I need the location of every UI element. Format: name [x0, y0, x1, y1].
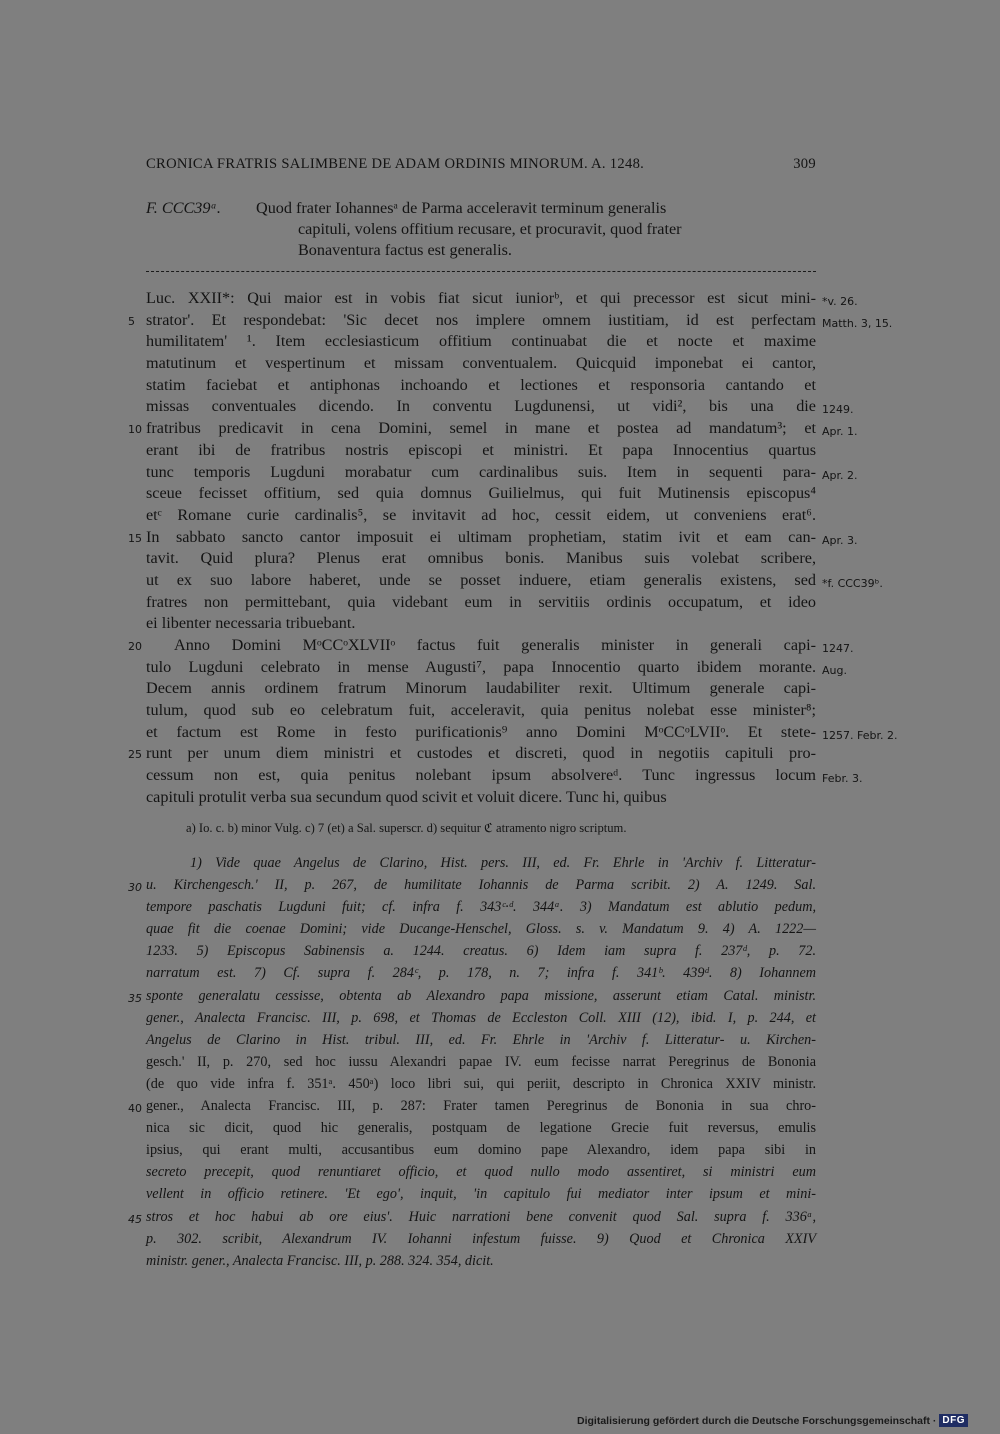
text-line [146, 331, 816, 353]
text-line [146, 570, 883, 592]
folio-reference: F. CCC39ᵃ. [146, 199, 221, 217]
chapter-title-line: Quod frater Iohannesᵃ de Parma acceleravit terminum generalis [256, 199, 667, 217]
line-text: erant ibi de fratribus nostris episcopi et ministri. Et papa Innocentius quartus [146, 440, 816, 459]
text-line [146, 613, 816, 635]
text-line [128, 310, 893, 332]
footnote-text: stros et hoc habui ab ore eius'. Huic narrationi bene convenit quod Sal. supra f. 336ᵃ, [146, 1208, 816, 1225]
text-line [146, 396, 854, 418]
footnote-line [146, 1161, 816, 1183]
footnote-text: p. 302. scribit, Alexandrum IV. Iohanni infestum fuisse. 9) Quod et Chronica XXIV [146, 1230, 816, 1247]
margin-note: Apr. 2. [822, 468, 858, 482]
line-text: etᶜ Romane curie cardinalis⁵, se invitavit ad hoc, cessit eidem, ut conveniens erat⁶. [146, 505, 816, 524]
chapter-heading [146, 198, 816, 261]
footnote-text: u. Kirchengesch.' II, p. 267, de humilitate Iohannis de Parma scribit. 2) A. 1249. Sal. [146, 877, 816, 894]
text-line [146, 375, 816, 397]
line-number: 5 [128, 314, 135, 328]
footnote-line [128, 1206, 816, 1228]
text-line [128, 635, 854, 657]
line-text: cessum non est, quia penitus nolebant ipsum absolvereᵈ. Tunc ingressus locum [146, 766, 816, 785]
line-number: 15 [128, 531, 142, 545]
footnote-line [146, 1139, 816, 1161]
text-line [146, 722, 898, 744]
footnote-line [128, 874, 816, 896]
footnote-line [146, 1029, 816, 1051]
text-line [146, 700, 816, 722]
text-line [146, 462, 858, 484]
footnote-text: 1233. 5) Episcopus Sabinensis a. 1244. creatus. 6) Idem iam supra f. 237ᵈ, p. 72. [146, 943, 816, 960]
line-text: runt per unum diem ministri et custodes et discreti, quod in negotiis capituli pro- [146, 744, 816, 763]
text-line [146, 548, 816, 570]
text-line [146, 787, 816, 809]
funding-credit [577, 1414, 968, 1427]
line-number: 45 [128, 1212, 142, 1226]
footnote-line [146, 1117, 816, 1139]
text-line [146, 353, 816, 375]
text-line [128, 743, 816, 765]
footnote-text: gener., Analecta Francisc. III, p. 287: Frater tamen Peregrinus de Bononia in sua chro- [146, 1098, 816, 1115]
running-head [146, 156, 816, 173]
footnote-line [146, 1051, 816, 1073]
line-number: 30 [128, 881, 142, 895]
text-line [146, 505, 816, 527]
footnote-line [146, 962, 816, 984]
line-number: 10 [128, 423, 142, 437]
line-text: capituli protulit verba sua secundum quod scivit et voluit dicere. Tunc hi, quibus [146, 787, 667, 806]
margin-note: Apr. 1. [822, 425, 858, 439]
margin-note: *v. 26. [822, 295, 858, 308]
text-line [146, 678, 816, 700]
text-line [146, 657, 847, 679]
footnote-text: ipsius, qui erant multi, accusantibus eum domino pape Alexandro, idem papa sibi in [146, 1142, 816, 1159]
line-text: ei libenter necessaria tribuebant. [146, 614, 356, 633]
line-text: In sabbato sancto cantor imposuit ei ultimam prophetiam, statim ivit et eam can- [146, 527, 816, 546]
critical-apparatus: a) Io. c. b) minor Vulg. c) 7 (et) a Sal. superscr. d) sequitur ℭ atramento nigro scriptum. [186, 821, 627, 835]
line-text: statim faciebat et antiphonas inchoando et lectiones et responsoria cantando et [146, 375, 816, 394]
margin-note: Matth. 3, 15. [822, 316, 893, 330]
line-text: tulo Lugduni celebrato in mense Augusti⁷, papa Innocentio quarto ibidem morante. [146, 657, 816, 676]
text-line [146, 440, 816, 462]
footnote-line [146, 1228, 816, 1250]
line-number: 20 [128, 640, 142, 653]
line-number: 35 [128, 991, 142, 1005]
line-text: tavit. Quid plura? Plenus erat omnibus bonis. Manibus suis volebat scribere, [146, 549, 816, 568]
footnote-line [128, 1095, 816, 1117]
footnote-line [146, 1183, 816, 1205]
line-text: matutinum et vespertinum et missam conventualem. Quicquid imponebat ei cantor, [146, 354, 816, 373]
line-text: fratres non permittebant, quia videbant eum in servitiis ordinis occupatum, et ideo [146, 592, 816, 611]
line-text: tulum, quod sub eo celebratum fuit, acceleravit, quia penitus nolebat esse minister⁸; [146, 701, 816, 720]
line-text: ut ex suo labore haberet, unde se posset induere, etiam generalis existens, sed [146, 570, 816, 589]
margin-note: Febr. 3. [822, 772, 863, 786]
line-number: 40 [128, 1102, 142, 1116]
line-text: Decem annis ordinem fratrum Minorum laudabiliter rexit. Ultimum generale capi- [146, 679, 816, 698]
footnote-text: gesch.' II, p. 270, sed hoc iussu Alexandri papae IV. eum fecisse narrat Peregrinus de Bononia [146, 1053, 816, 1070]
footnotes [128, 852, 816, 1272]
footnote-line [146, 1250, 816, 1272]
text-line [146, 288, 858, 310]
text-line [146, 765, 863, 787]
footnote-text: quae fit die coenae Domini; vide Ducange-Henschel, Gloss. s. v. Mandatum 9. 4) A. 1222— [146, 921, 816, 938]
margin-note: 1257. Febr. 2. [822, 728, 898, 742]
chapter-title-line: capituli, volens offitium recusare, et procuravit, quod frater [298, 220, 682, 238]
line-text: humilitatem' ¹. Item ecclesiasticum offitium continuabat die et nocte et maxime [146, 332, 816, 351]
running-title: CRONICA FRATRIS SALIMBENE DE ADAM ORDINIS MINORUM. A. 1248. [146, 156, 645, 172]
text-line [128, 527, 858, 549]
footnote-line [128, 985, 816, 1007]
line-text: Luc. XXII*: Qui maior est in vobis fiat sicut iuniorᵇ, et qui precessor est sicut mini- [146, 289, 816, 307]
footnote-line [146, 852, 816, 874]
footnote-text: (de quo vide infra f. 351ᵃ. 450ᵃ) loco libri sui, qui periit, descripto in Chronica XXIV ministr. [146, 1075, 816, 1092]
margin-note: *f. CCC39ᵇ. [822, 576, 883, 590]
margin-note: Apr. 3. [822, 533, 858, 547]
line-text: Anno Domini MᵒCCᵒXLVIIᵒ factus fuit generalis minister in generali capi- [174, 636, 816, 654]
footnote-text: secreto precepit, quod renuntiaret officio, et quod nullo modo assentiret, si ministri eum [146, 1164, 816, 1181]
main-text [128, 288, 898, 809]
footnote-text: sponte generalatu cessisse, obtenta ab Alexandro papa missione, asserunt etiam Catal. ministr. [146, 987, 816, 1004]
text-line [146, 592, 816, 614]
page-number: 309 [793, 156, 816, 172]
footnote-line [146, 940, 816, 962]
margin-note: Aug. [822, 663, 847, 677]
line-text: missas conventuales dicendo. In conventu Lugdunensi, ut vidi², bis una die [146, 397, 816, 416]
footnote-line [146, 1007, 816, 1029]
footnote-text: tempore paschatis Lugduni fuit; cf. infra f. 343ᶜ·ᵈ. 344ᵃ. 3) Mandatum est ablutio pedum, [146, 899, 816, 916]
dfg-logo: DFG [939, 1414, 968, 1427]
footnote-text: gener., Analecta Francisc. III, p. 698, et Thomas de Eccleston Coll. XIII (12), ibid. I, p. 244, et [146, 1009, 816, 1026]
footnote-text: 1) Vide quae Angelus de Clarino, Hist. pers. III, ed. Fr. Ehrle in 'Archiv f. Litteratur- [190, 855, 816, 871]
footnote-line [146, 918, 816, 940]
footnote-line [146, 896, 816, 918]
footnote-text: narratum est. 7) Cf. supra f. 284ᶜ, p. 178, n. 7; infra f. 341ᵇ. 439ᵈ. 8) Iohannem [146, 965, 816, 982]
footnote-line [146, 1073, 816, 1095]
line-text: sceue fecisset offitium, sed quia domnus Guilielmus, qui fuit Mutinensis episcopus⁴ [146, 484, 816, 503]
line-text: fratribus predicavit in cena Domini, semel in mane et postea ad mandatum³; et [146, 419, 816, 438]
line-text: tunc temporis Lugduni morabatur cum cardinalibus suis. Item in sequenti para- [146, 462, 816, 481]
footnote-text: ministr. gener., Analecta Francisc. III, p. 288. 324. 354, dicit. [146, 1252, 494, 1269]
credit-text: Digitalisierung gefördert durch die Deutsche Forschungsgemeinschaft · [577, 1414, 937, 1427]
footnote-text: Angelus de Clarino in Hist. tribul. III, ed. Fr. Ehrle in 'Archiv f. Litteratur- u. Kirchen- [146, 1031, 816, 1048]
line-number: 25 [128, 748, 142, 762]
text-line [146, 483, 816, 505]
chapter-title-line: Bonaventura factus est generalis. [298, 241, 512, 259]
footnote-text: nica sic dicit, quod hic generalis, postquam de legatione Grecie fuit reversus, emulis [146, 1120, 816, 1137]
footnote-text: vellent in officio retinere. 'Et ego', inquit, 'in capitulo fui mediator inter ipsum et mini- [146, 1186, 816, 1203]
margin-note: 1249. [822, 403, 854, 417]
margin-note: 1247. [822, 642, 854, 655]
line-text: strator'. Et respondebat: 'Sic decet nos implere omnem iustitiam, id est perfectam [146, 310, 816, 329]
chapter-title [256, 198, 682, 261]
dashed-separator [146, 271, 816, 272]
text-line [128, 418, 858, 440]
line-text: et factum est Rome in festo purificationis⁹ anno Domini MᵒCCᵒLVIIᵒ. Et stete- [146, 722, 816, 741]
